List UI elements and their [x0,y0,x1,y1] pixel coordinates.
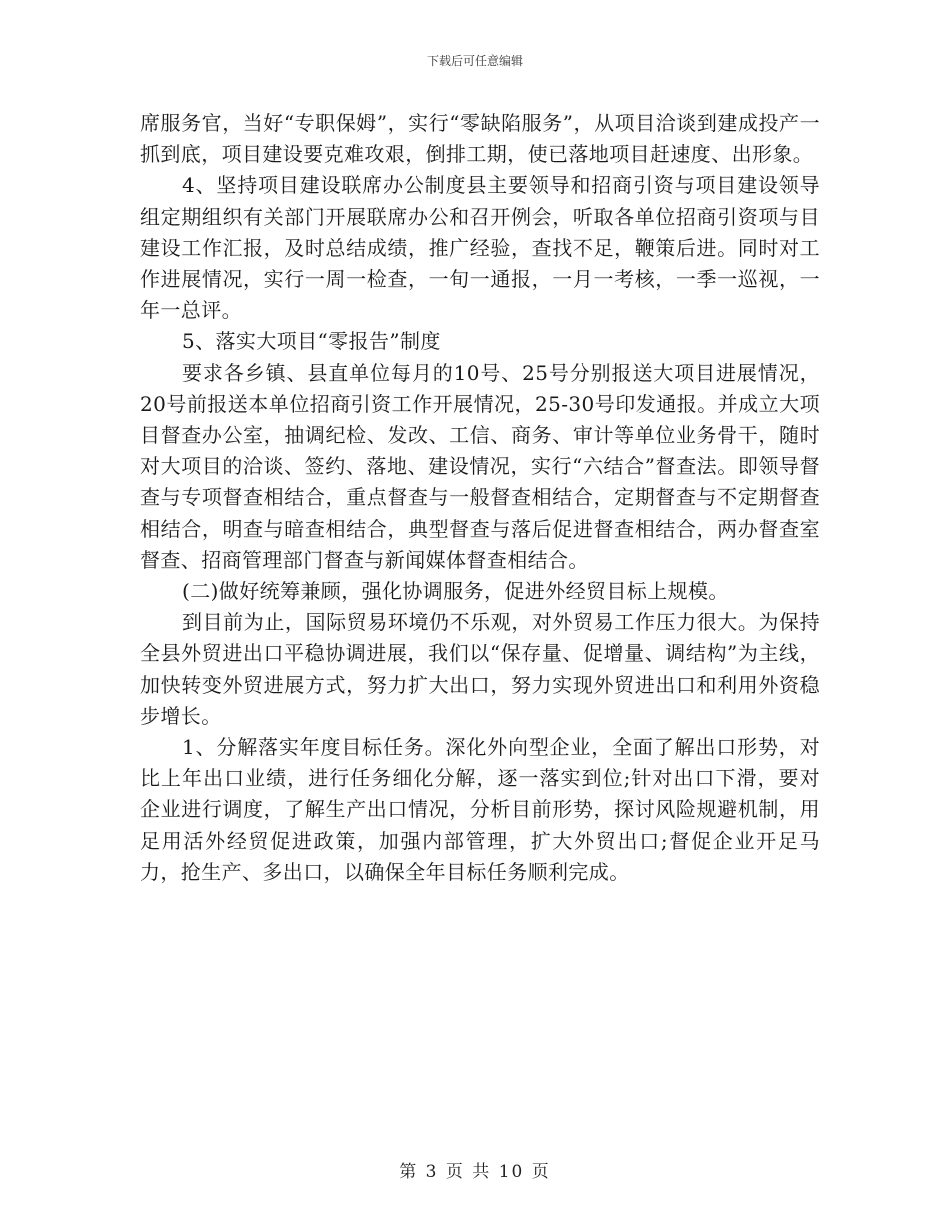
document-body [140,108,820,888]
section-heading-2: (二)做好统筹兼顾，强化协调服务，促进外经贸目标上规模。 [182,579,729,604]
paragraph-item-5-body: 要求各乡镇、县直单位每月的10号、25号分别报送大项目进展情况，20号前报送本单位招商引资工作开展情况，25-30号印发通报。并成立大项目督查办公室，抽调纪检、发改、工信、商务、审计等单位业务骨干，随时对大项目的洽谈、签约、落地、建设情况，实行“六结合”督查法。即领导督查与专项督查相结合，重点督查与一般督查相结合，定期督查与不定期督查相结合，明查与暗查相结合，典型督查与落后促进督查相结合，两办督查室督查、招商管理部门督查与新闻媒体督查相结合。 [140,360,820,572]
paragraph-continued: 席服务官，当好“专职保姆”，实行“零缺陷服务”，从项目洽谈到建成投产一抓到底，项目建设要克难攻艰，倒排工期，使已落地项目赶速度、出形象。 [140,111,820,167]
paragraph-item-4: 4、坚持项目建设联席办公制度县主要领导和招商引资与项目建设领导组定期组织有关部门开展联席办公和召开例会，听取各单位招商引资项与目建设工作汇报，及时总结成绩，推广经验，查找不足，鞭策后进。同时对工作进展情况，实行一周一检查，一旬一通报，一月一考核，一季一巡视，一年一总评。 [140,173,820,323]
paragraph-item-1: 1、分解落实年度目标任务。深化外向型企业，全面了解出口形势，对比上年出口业绩，进行任务细化分解，逐一落实到位;针对出口下滑，要对企业进行调度，了解生产出口情况，分析目前形势，探讨风险规避机制，用足用活外经贸促进政策，加强内部管理，扩大外贸出口;督促企业开足马力，抢生产、多出口，以确保全年目标任务顺利完成。 [140,735,820,884]
page-header: 下载后可任意编辑 [426,54,523,68]
paragraph-trade-intro: 到目前为止，国际贸易环境仍不乐观，对外贸易工作压力很大。为保持全县外贸进出口平稳协调进展，我们以“保存量、促增量、调结构”为主线，加快转变外贸进展方式，努力扩大出口，努力实现外贸进出口和利用外资稳步增长。 [140,610,820,728]
paragraph-item-5-heading: 5、落实大项目“零报告”制度 [182,329,441,354]
page-footer-page-number: 第 3 页 共 10 页 [399,1162,551,1182]
